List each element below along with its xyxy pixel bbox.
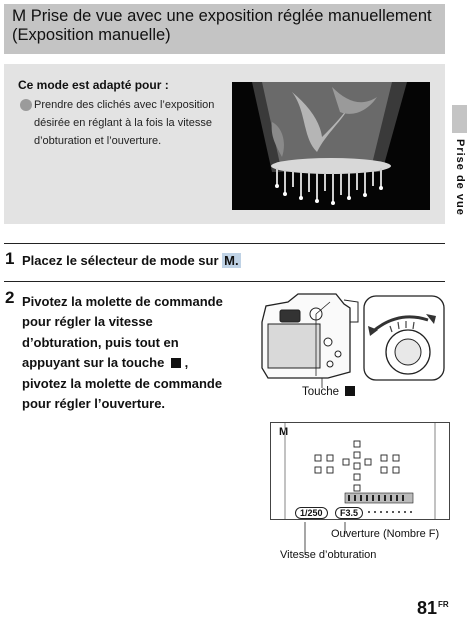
page-title xyxy=(12,6,437,45)
step-1-instruction: Placez le sélecteur de mode sur xyxy=(22,253,223,268)
title-text-1: Prise de vue avec une exposition réglée manuellement xyxy=(30,7,432,25)
button-callout-label: Touche xyxy=(302,386,340,398)
lamp-photo-illustration xyxy=(232,82,430,210)
bullet-icon xyxy=(20,99,32,111)
step-2-line-5: pivotez la molette de commande xyxy=(22,375,223,391)
step-2-line-2: pour régler la vitesse xyxy=(22,314,153,330)
exposure-comp-icon xyxy=(345,386,355,396)
step-2-line-1: Pivotez la molette de commande xyxy=(22,294,223,309)
intro-heading: Ce mode est adapté pour : xyxy=(18,78,169,92)
lcd-mode: M xyxy=(279,426,289,438)
intro-text xyxy=(34,96,224,150)
step-1-mode: M. xyxy=(224,253,239,268)
intro-line-2: désirée en réglant à la fois la vitesse xyxy=(34,117,212,129)
title-line-2: (Exposition manuelle) xyxy=(12,26,171,44)
divider xyxy=(4,281,445,282)
lcd-aperture: F3.5 xyxy=(335,507,363,519)
page-number-value: 81 xyxy=(417,598,438,618)
mode-letter: M xyxy=(12,6,27,25)
lcd-shutter-speed: 1/250 xyxy=(295,507,328,519)
side-tab-label: Prise de vue xyxy=(454,139,466,216)
step-1-text xyxy=(22,253,241,268)
shutter-callout: Vitesse d’obturation xyxy=(280,549,377,561)
page-language: FR xyxy=(438,600,449,609)
divider xyxy=(4,243,445,244)
step-2-line-4-end: , xyxy=(184,355,189,371)
step-2-line-4 xyxy=(22,353,254,373)
lcd-screen xyxy=(270,422,450,520)
button-callout xyxy=(302,386,355,398)
af-points-display xyxy=(271,423,449,519)
side-tab-bar xyxy=(452,105,467,133)
step-2-line-6: pour régler l’ouverture. xyxy=(22,396,166,412)
step-2-line-4-start: appuyant sur la touche xyxy=(22,355,165,371)
step-2-line-3: d’obturation, puis tout en xyxy=(22,334,179,350)
intro-line-3: d’obturation et l’ouverture. xyxy=(34,135,162,147)
exposure-comp-icon xyxy=(171,358,181,368)
lamp-photo xyxy=(232,82,430,210)
side-tab xyxy=(452,105,467,216)
aperture-callout: Ouverture (Nombre F) xyxy=(331,528,440,540)
title-line-1 xyxy=(12,6,437,26)
page-number xyxy=(417,598,449,619)
step-1-number: 1 xyxy=(5,249,15,268)
step-2-text xyxy=(22,292,254,414)
step-2-number: 2 xyxy=(5,288,15,307)
intro-line-1: Prendre des clichés avec l’exposition xyxy=(34,99,215,111)
